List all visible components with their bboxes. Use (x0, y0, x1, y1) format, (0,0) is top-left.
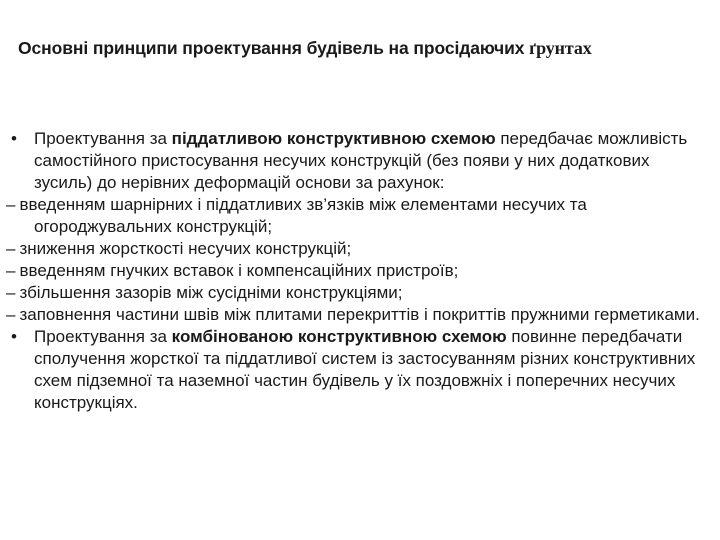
bullet-text-post: передбачає можливість самостійного пристосування несучих конструкцій (без появи у них додаткових зусиль) до нерівних деформацій основи за рахунок: (34, 129, 688, 192)
dash-item-text: збільшення зазорів між сусідніми конструкціями; (19, 283, 403, 302)
bullet-text-pre: Проектування за (34, 129, 172, 148)
dash-marker: – (6, 261, 16, 280)
dash-item (6, 282, 712, 304)
dash-item (6, 260, 712, 282)
dash-marker: – (6, 283, 16, 302)
bullet-text-post: повинне передбачати сполучення жорсткої та піддатливої систем із застосуванням різних конструктивних схем підземної та наземної частин будівель у їх поздовжніх і поперечних несучих конструкціях. (34, 327, 696, 412)
dash-item-text: введенням шарнірних і піддатливих зв’язків між елементами несучих та огороджувальних конструкцій; (19, 195, 587, 236)
bullet-marker: • (11, 327, 17, 346)
bullet-text-emphasis: комбінованою конструктивною схемою (171, 327, 507, 346)
dash-marker: – (6, 239, 16, 258)
dash-item-text: введенням гнучких вставок і компенсаційних пристроїв; (19, 261, 459, 280)
dash-item (6, 304, 712, 326)
dash-item-text: зниження жорсткості несучих конструкцій; (19, 239, 352, 258)
bullet-text-pre: Проектування за (34, 327, 172, 346)
bullet-item-compliant-scheme (6, 128, 712, 194)
dash-item (6, 238, 712, 260)
dash-item (6, 194, 712, 238)
bullet-item-combined-scheme (6, 326, 712, 414)
dash-marker: – (6, 305, 16, 324)
slide-body (6, 128, 712, 414)
bullet-text-emphasis: піддатливою конструктивною схемою (171, 129, 496, 148)
slide-title-main: Основні принципи проектування будівель на просідаючих (18, 38, 530, 58)
slide-title (18, 38, 718, 59)
dash-marker: – (6, 195, 16, 214)
bullet-marker: • (11, 129, 17, 148)
slide-title-tail: ґрунтах (529, 38, 592, 58)
dash-item-text: заповнення частини швів між плитами перекриттів і покриттів пружними герметиками. (19, 305, 700, 324)
